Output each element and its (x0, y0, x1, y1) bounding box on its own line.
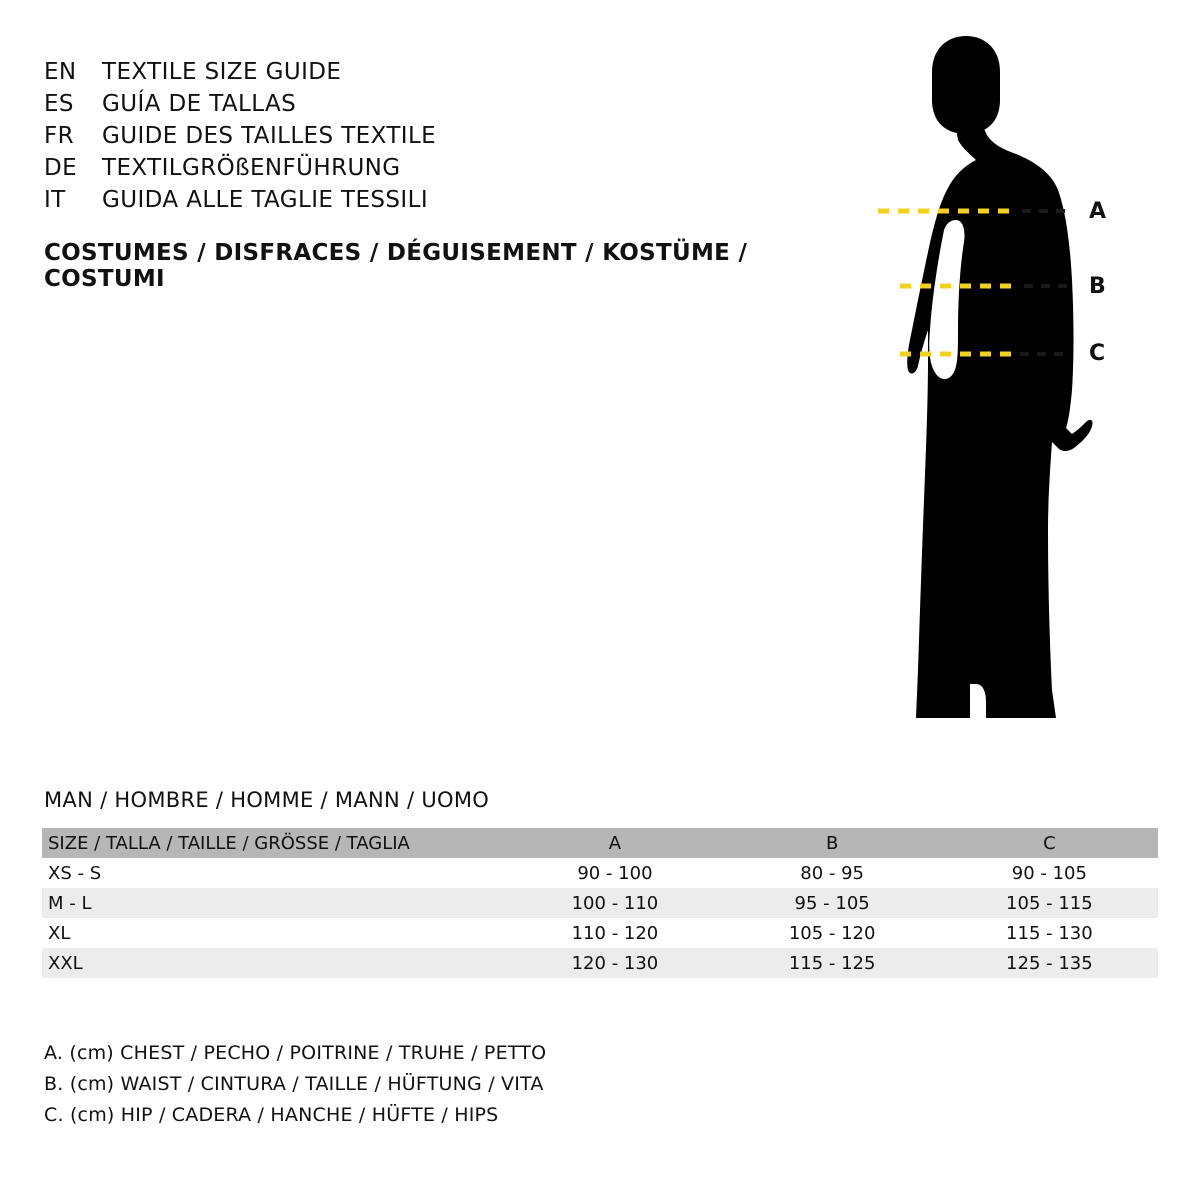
language-text-en: TEXTILE SIZE GUIDE (102, 59, 342, 85)
language-code-it: IT (44, 187, 66, 213)
cell-c: 125 - 135 (1006, 952, 1093, 974)
language-text-de: TEXTILGRÖßENFÜHRUNG (102, 155, 401, 181)
language-text-fr: GUIDE DES TAILLES TEXTILE (102, 123, 437, 149)
language-row-fr (44, 120, 844, 152)
language-row-it (44, 184, 844, 216)
size-chart-table (42, 828, 1158, 978)
language-code-es: ES (44, 91, 74, 117)
header-language-block (44, 56, 844, 292)
legend-line-c: C. (cm) HIP / CADERA / HANCHE / HÜFTE / HIPS (44, 1104, 499, 1126)
cell-size: XS - S (48, 862, 102, 884)
cell-size: XL (48, 922, 71, 944)
table-section-title: MAN / HOMBRE / HOMME / MANN / UOMO (44, 788, 490, 812)
header-c: C (1043, 832, 1056, 854)
header-size: SIZE / TALLA / TAILLE / GRÖSSE / TAGLIA (48, 832, 410, 854)
measurement-legend (44, 1038, 546, 1131)
language-row-es (44, 88, 844, 120)
table-row (42, 858, 1158, 888)
cell-c: 90 - 105 (1011, 862, 1087, 884)
cell-a: 120 - 130 (571, 952, 659, 974)
language-row-en (44, 56, 844, 88)
cell-b: 105 - 120 (788, 922, 876, 944)
legend-line-b: B. (cm) WAIST / CINTURA / TAILLE / HÜFTUNG / VITA (44, 1073, 544, 1095)
table-header (42, 828, 1158, 858)
cell-c: 115 - 130 (1006, 922, 1093, 944)
table-row (42, 918, 1158, 948)
cell-size: M - L (48, 892, 92, 914)
silhouette-body (907, 128, 1092, 718)
cell-b: 115 - 125 (788, 952, 876, 974)
header-b: B (825, 832, 839, 854)
table-row (42, 948, 1158, 978)
silhouette-svg (820, 30, 1160, 750)
language-text-es: GUÍA DE TALLAS (102, 91, 297, 117)
table-body (42, 858, 1158, 978)
table-row (42, 888, 1158, 918)
language-text-it: GUIDA ALLE TAGLIE TESSILI (102, 187, 429, 213)
language-code-de: DE (44, 155, 78, 181)
header-a: A (608, 832, 622, 854)
cell-b: 80 - 95 (800, 862, 865, 884)
measurement-label-c: C (1089, 341, 1106, 366)
cell-a: 100 - 110 (571, 892, 659, 914)
cell-a: 110 - 120 (571, 922, 659, 944)
cell-b: 95 - 105 (794, 892, 870, 914)
costumes-subtitle: COSTUMES / DISFRACES / DÉGUISEMENT / KOSTÜME / COSTUMI (44, 240, 748, 292)
table-header-row (42, 828, 1158, 858)
silhouette-head (932, 36, 1000, 134)
legend-line-a: A. (cm) CHEST / PECHO / POITRINE / TRUHE / PETTO (44, 1042, 547, 1064)
body-silhouette-figure (820, 30, 1160, 750)
language-code-en: EN (44, 59, 77, 85)
cell-c: 105 - 115 (1006, 892, 1093, 914)
measurement-label-a: A (1089, 199, 1107, 224)
language-row-de (44, 152, 844, 184)
cell-a: 90 - 100 (577, 862, 653, 884)
measurement-label-b: B (1089, 274, 1106, 299)
language-code-fr: FR (44, 123, 75, 149)
cell-size: XXL (48, 952, 83, 974)
